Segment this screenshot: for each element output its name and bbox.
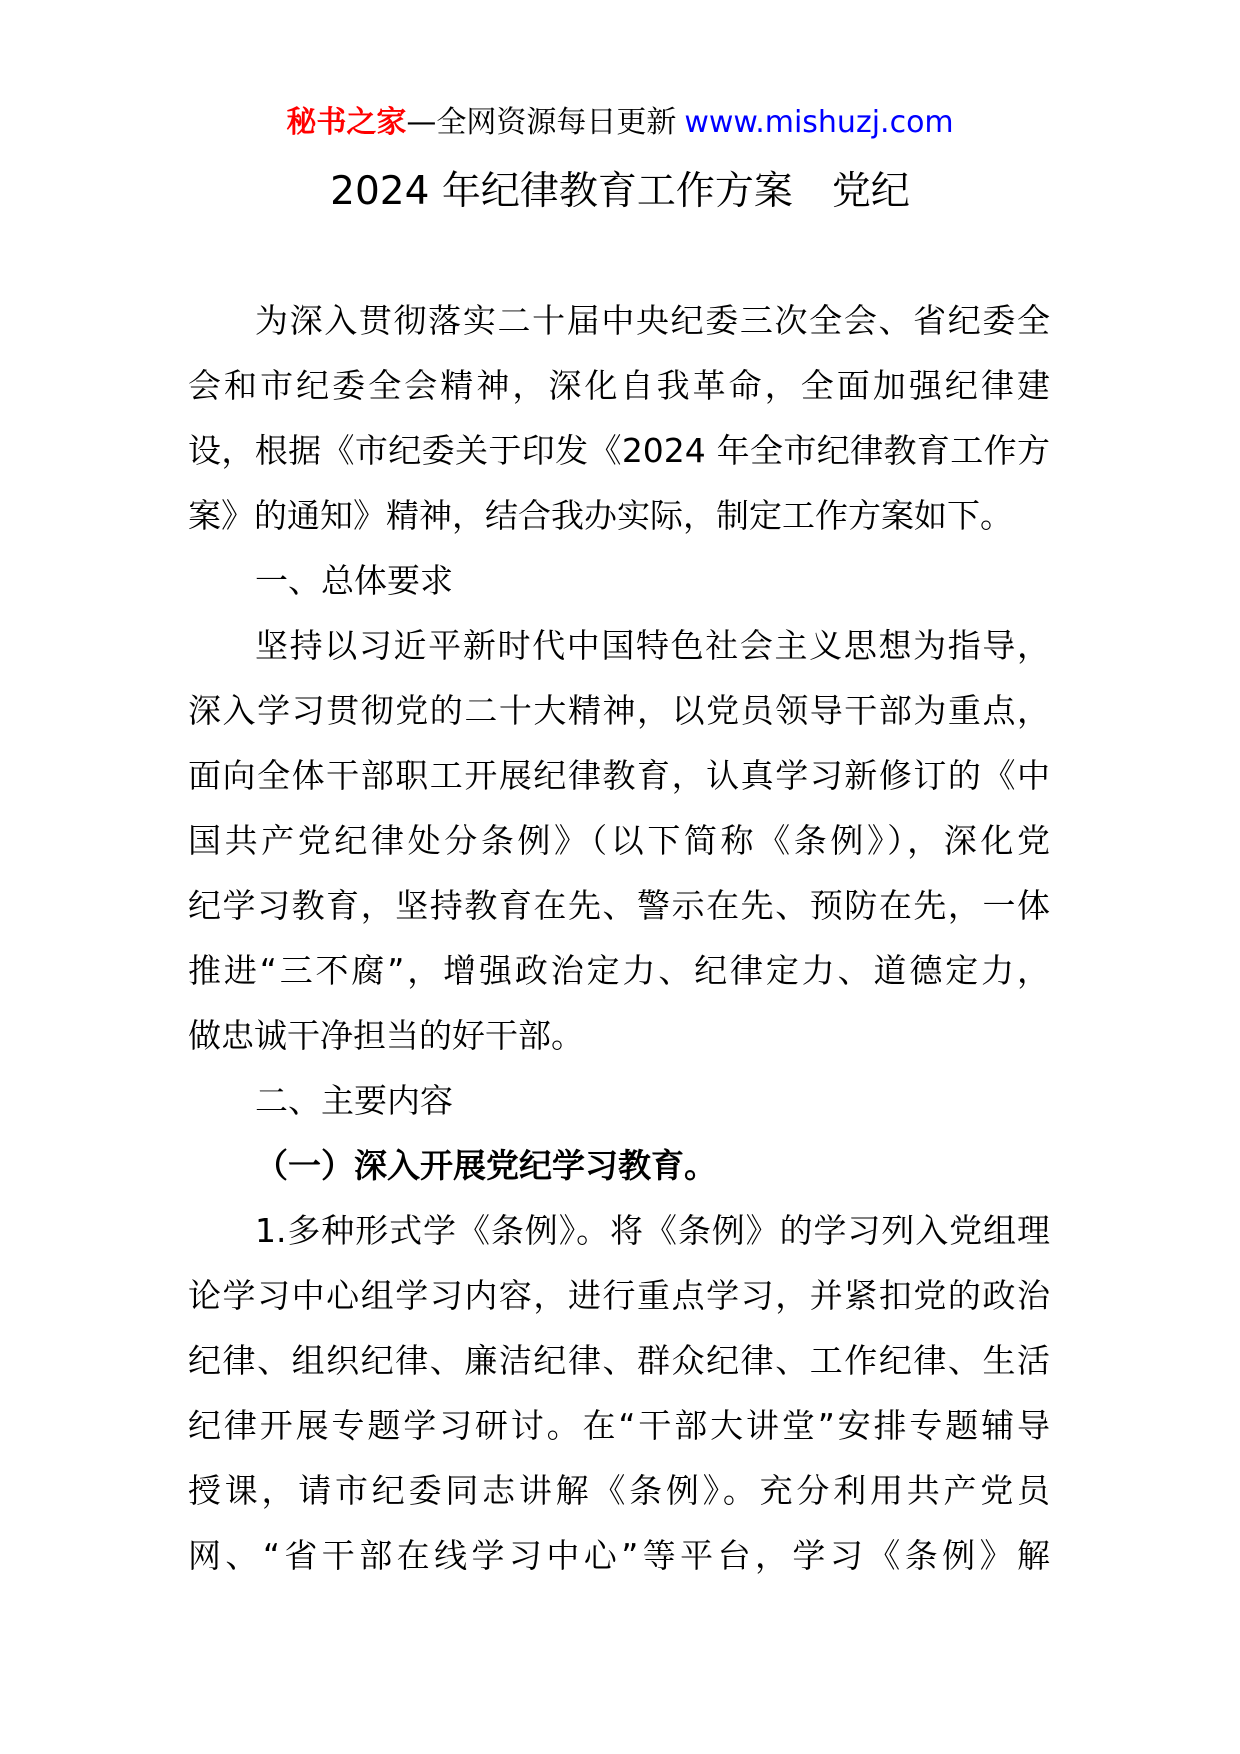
text-line: 网、“省干部在线学习中心”等平台，学习《条例》解 [188,1536,1050,1575]
text-line: 纪律、组织纪律、廉洁纪律、群众纪律、工作纪律、生活 [188,1341,1050,1380]
site-header [0,103,1240,143]
document-title: 2024 年纪律教育工作方案 党纪 [330,169,910,214]
section-heading-general-requirements: 一、总体要求 [255,561,453,600]
intro-paragraph [188,288,1050,548]
text-line: 纪律开展专题学习研讨。在“干部大讲堂”安排专题辅导 [188,1406,1050,1445]
brand-name: 秘书之家 [286,105,407,140]
item-1-paragraph [188,1198,1050,1588]
text-line: 国共产党纪律处分条例》（以下简称《条例》），深化党 [188,821,1050,860]
section-heading-main-content: 二、主要内容 [255,1081,453,1120]
text-line: 案》的通知》精神，结合我办实际，制定工作方案如下。 [188,496,1013,535]
text-line: 做忠诚干净担当的好干部。 [188,1016,584,1055]
text-line: 为深入贯彻落实二十届中央纪委三次全会、省纪委全 [255,301,1050,340]
text-line: 论学习中心组学习内容，进行重点学习，并紧扣党的政治 [188,1276,1050,1315]
subsection-heading: （一）深入开展党纪学习教育。 [255,1146,717,1185]
text-line: 纪学习教育，坚持教育在先、警示在先、预防在先，一体 [188,886,1050,925]
text-line: 会和市纪委全会精神，深化自我革命，全面加强纪律建 [188,366,1050,405]
text-line: 授课，请市纪委同志讲解《条例》。充分利用共产党员 [188,1471,1050,1510]
text-line: 面向全体干部职工开展纪律教育，认真学习新修订的《中 [188,756,1050,795]
text-line: 1.多种形式学《条例》。将《条例》的学习列入党组理 [255,1211,1050,1250]
site-url-link[interactable]: www.mishuzj.com [684,105,954,140]
general-requirements-paragraph [188,613,1050,1068]
text-line: 设，根据《市纪委关于印发《2024 年全市纪律教育工作方 [188,431,1050,470]
text-line: 深入学习贯彻党的二十大精神，以党员领导干部为重点， [188,691,1050,730]
text-line: 推进“三不腐”，增强政治定力、纪律定力、道德定力， [188,951,1050,990]
text-line: 坚持以习近平新时代中国特色社会主义思想为指导， [255,626,1050,665]
document-body [188,288,1050,1588]
header-tagline: —全网资源每日更新 [406,105,677,140]
